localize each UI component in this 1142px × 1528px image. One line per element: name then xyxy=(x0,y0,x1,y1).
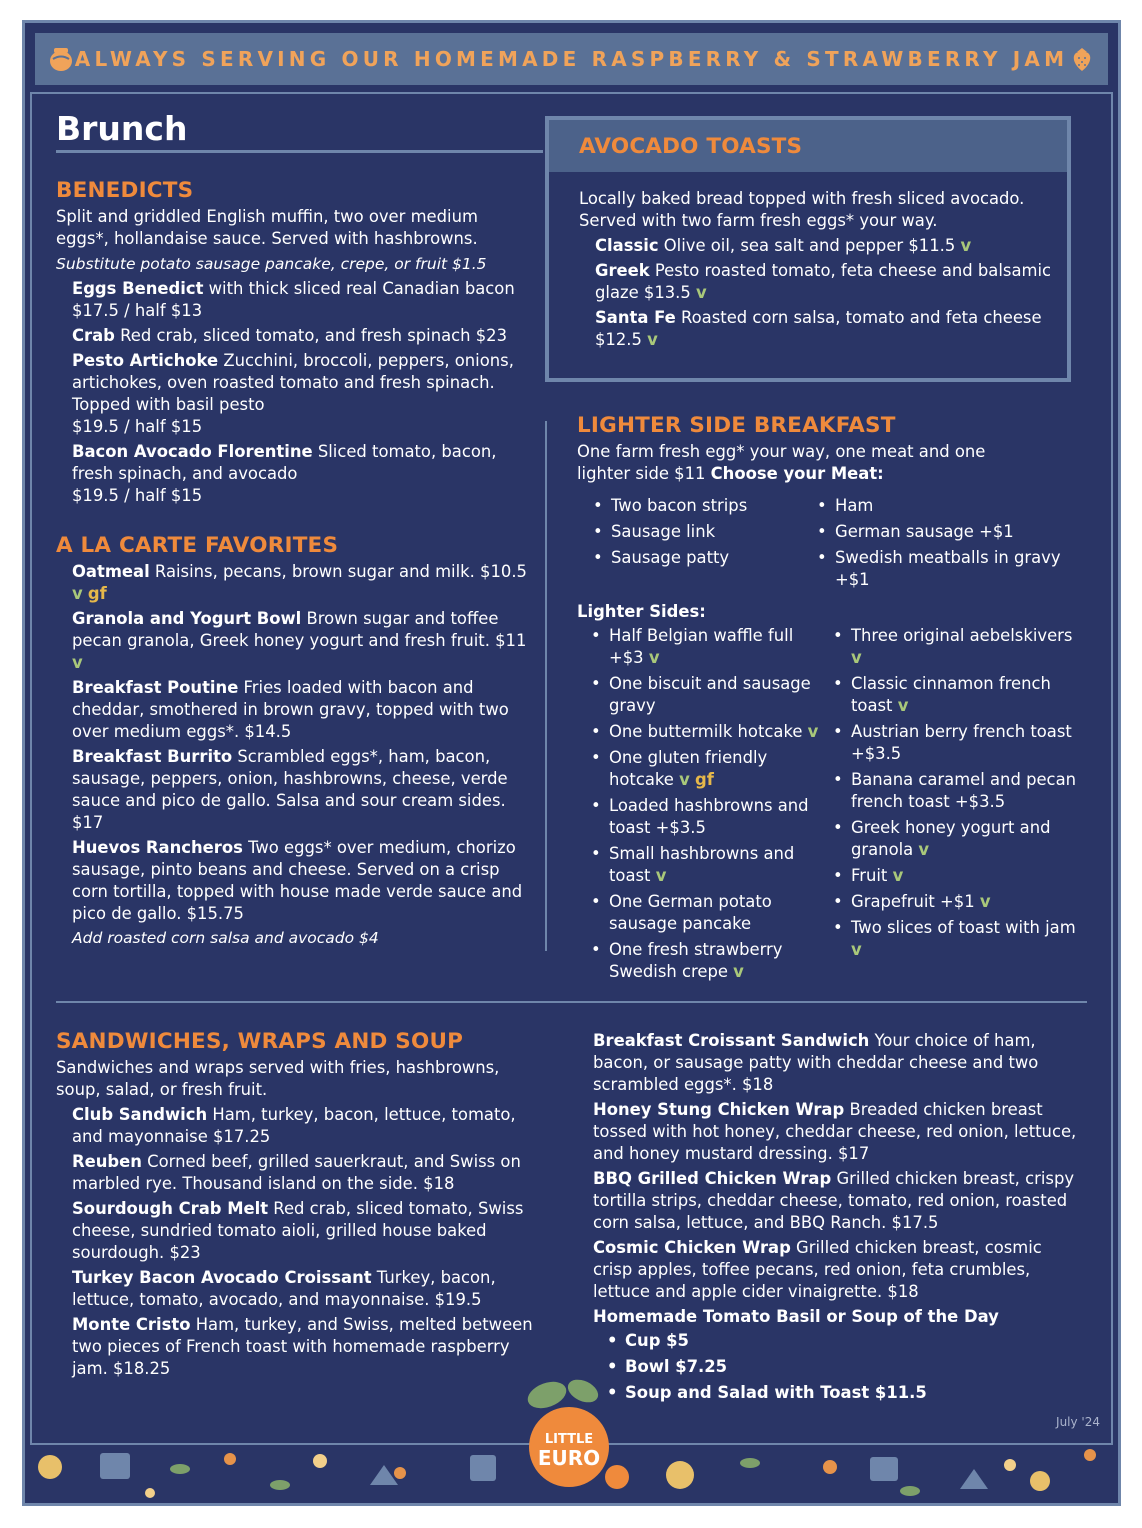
item-name: Sourdough Crab Melt xyxy=(72,1199,269,1218)
meat-option: • Ham xyxy=(817,495,1077,517)
side-text: Fruit xyxy=(851,866,893,885)
logo-line2: EURO xyxy=(537,1446,601,1470)
side-option xyxy=(833,769,1083,813)
benedict-item xyxy=(72,325,526,347)
side-option xyxy=(833,625,1083,669)
alacarte-item xyxy=(72,677,528,743)
sandwich-item xyxy=(72,1314,536,1380)
little-euro-logo xyxy=(505,1373,633,1491)
menu-date: July '24 xyxy=(1056,1415,1100,1429)
benedict-item xyxy=(72,441,526,507)
item-desc: Red crab, sliced tomato, and fresh spinach $23 xyxy=(114,326,508,345)
side-option xyxy=(591,843,833,887)
soup-list xyxy=(593,1330,1083,1404)
meat-option: • Sausage patty xyxy=(593,547,817,569)
column-divider xyxy=(545,421,547,951)
gluten-free-badge: gf xyxy=(695,770,714,789)
avocado-item xyxy=(595,235,1053,257)
vegetarian-badge: v xyxy=(733,962,744,981)
item-desc: Ham, turkey, bacon, lettuce, tomato, and mayonnaise $17.25 xyxy=(72,1105,516,1146)
item-desc: Raisins, pecans, brown sugar and milk. $10.5 xyxy=(149,562,527,581)
sandwich-item xyxy=(593,1030,1083,1096)
sandwiches-right-list xyxy=(593,1030,1083,1303)
soup-option: • Cup $5 xyxy=(607,1330,1083,1352)
item-name: Turkey Bacon Avocado Croissant xyxy=(72,1268,372,1287)
gluten-free-badge: gf xyxy=(87,584,107,603)
meats-right-list xyxy=(817,495,1077,595)
meat-option: • Two bacon strips xyxy=(593,495,817,517)
item-desc: Your choice of ham, bacon, or sausage patty with cheddar cheese and two scrambled eggs*. $18 xyxy=(593,1031,1039,1094)
side-option xyxy=(833,865,1083,887)
side-text: Austrian berry french toast +$3.5 xyxy=(851,722,1072,763)
meat-option: • German sausage +$1 xyxy=(817,521,1077,543)
side-text: One buttermilk hotcake xyxy=(609,722,808,741)
avocado-toasts-box xyxy=(545,116,1071,382)
sandwich-item xyxy=(72,1151,536,1195)
sandwiches-left-list xyxy=(56,1104,536,1380)
sandwiches-desc: Sandwiches and wraps served with fries, hashbrowns, soup, salad, or fresh fruit. xyxy=(56,1058,500,1099)
vegetarian-badge: v xyxy=(918,840,930,859)
item-name: Santa Fe xyxy=(595,308,676,327)
vegetarian-badge: v xyxy=(72,653,83,672)
side-option xyxy=(591,747,833,791)
item-name: Club Sandwich xyxy=(72,1105,208,1124)
vegetarian-badge: v xyxy=(979,892,991,911)
banner-text: ALWAYS SERVING OUR HOMEMADE RASPBERRY & STRAWBERRY JAM xyxy=(74,47,1069,71)
benedicts-section xyxy=(56,178,526,507)
avocado-desc: Locally baked bread topped with fresh sliced avocado. Served with two farm fresh eggs* your way. xyxy=(579,189,1025,230)
item-desc: Roasted corn salsa, tomato and feta cheese $12.5 xyxy=(595,308,1042,349)
vegetarian-badge: v xyxy=(655,866,667,885)
sandwich-item xyxy=(72,1198,536,1264)
vegetarian-badge: v xyxy=(679,770,690,789)
sandwiches-heading: SANDWICHES, WRAPS AND SOUP xyxy=(56,1029,464,1054)
item-name: Granola and Yogurt Bowl xyxy=(72,609,302,628)
meat-option: • Sausage link xyxy=(593,521,817,543)
item-desc: Pesto roasted tomato, feta cheese and balsamic glaze $13.5 xyxy=(595,261,1052,302)
item-desc: Ham, turkey, and Swiss, melted between two pieces of French toast with homemade raspberry jam. $18.25 xyxy=(72,1315,533,1378)
item-desc: Grilled chicken breast, crispy tortilla strips, cheddar cheese, tomato, red onion, roasted corn salsa, lettuce, and BBQ Ranch. $17.5 xyxy=(593,1169,1075,1232)
side-option xyxy=(591,673,833,717)
item-desc: Olive oil, sea salt and pepper $11.5 xyxy=(658,236,961,255)
avocado-item xyxy=(595,307,1053,351)
avocado-list xyxy=(579,235,1053,351)
sides-right-list xyxy=(833,625,1083,987)
vegetarian-badge: v xyxy=(647,330,658,349)
side-text: Loaded hashbrowns and toast +$3.5 xyxy=(609,796,809,837)
item-desc: Turkey, bacon, lettuce, tomato, avocado, and mayonnaise. $19.5 xyxy=(72,1268,496,1309)
side-text: One biscuit and sausage gravy xyxy=(609,674,811,715)
lighter-heading: LIGHTER SIDE BREAKFAST xyxy=(577,413,896,438)
side-option xyxy=(833,817,1083,861)
side-text: Two slices of toast with jam xyxy=(851,918,1076,937)
side-text: Small hashbrowns and toast xyxy=(609,844,795,885)
item-desc: Scrambled eggs*, ham, bacon, sausage, peppers, onion, hashbrowns, cheese, verde sauce and pico de gallo. Salsa and sour cream sides. $17 xyxy=(72,747,508,832)
side-option xyxy=(833,917,1083,961)
item-name: Breakfast Burrito xyxy=(72,747,233,766)
side-text: Grapefruit +$1 xyxy=(851,892,980,911)
item-price: $19.5 / half $15 xyxy=(72,417,203,436)
item-name: Breakfast Croissant Sandwich xyxy=(593,1031,870,1050)
item-desc: Breaded chicken breast tossed with hot honey, cheddar cheese, red onion, lettuce, and honey mustard dressing. $17 xyxy=(593,1100,1077,1163)
item-desc: Sliced tomato, bacon, fresh spinach, and avocado xyxy=(72,442,497,483)
logo-line1: LITTLE xyxy=(544,1432,594,1447)
sandwich-item xyxy=(593,1168,1083,1234)
side-option xyxy=(591,891,833,935)
benedict-item xyxy=(72,350,526,438)
jam-jar-icon xyxy=(49,46,73,72)
item-name: Pesto Artichoke xyxy=(72,351,219,370)
item-desc: Fries loaded with bacon and cheddar, smothered in brown gravy, topped with two over medium eggs*. $14.5 xyxy=(72,678,509,741)
strawberry-icon xyxy=(1070,46,1094,72)
side-text: Half Belgian waffle full +$3 xyxy=(609,626,794,667)
meats-left-list xyxy=(577,495,817,595)
side-text: Classic cinnamon french toast xyxy=(851,674,1051,715)
sides-left-list xyxy=(577,625,833,987)
sandwich-item xyxy=(593,1237,1083,1303)
side-text: One German potato sausage pancake xyxy=(609,892,772,933)
menu-page xyxy=(22,20,1121,1506)
soup-option: • Soup and Salad with Toast $11.5 xyxy=(607,1382,1083,1404)
avocado-header xyxy=(549,120,1067,172)
benedict-item xyxy=(72,278,526,322)
vegetarian-badge: v xyxy=(807,722,819,741)
alacarte-heading: A LA CARTE FAVORITES xyxy=(56,533,339,558)
item-name: Eggs Benedict xyxy=(72,279,204,298)
meat-option: • Swedish meatballs in gravy +$1 xyxy=(817,547,1077,591)
item-price: $17.5 / half $13 xyxy=(72,301,203,320)
item-desc: Grilled chicken breast, cosmic crisp apples, toffee pecans, red onion, feta crumbles, lettuce and apple cider vinaigrette. $18 xyxy=(593,1238,1042,1301)
vegetarian-badge: v xyxy=(648,648,660,667)
side-option xyxy=(591,721,833,743)
side-option xyxy=(591,795,833,839)
item-name: Breakfast Poutine xyxy=(72,678,239,697)
item-desc: Red crab, sliced tomato, Swiss cheese, sundried tomato aioli, grilled house baked sourdough. $23 xyxy=(72,1199,524,1262)
side-option xyxy=(833,891,1083,913)
page-title: Brunch xyxy=(56,109,188,148)
item-price: $19.5 / half $15 xyxy=(72,486,203,505)
jam-banner xyxy=(35,33,1108,85)
sandwich-item xyxy=(593,1099,1083,1165)
side-text: Greek honey yogurt and granola xyxy=(851,818,1051,859)
vegetarian-badge: v xyxy=(892,866,904,885)
item-name: Reuben xyxy=(72,1152,142,1171)
section-rule xyxy=(56,1001,1087,1003)
benedicts-heading: BENEDICTS xyxy=(56,178,194,203)
sandwich-item xyxy=(72,1267,536,1311)
vegetarian-badge: v xyxy=(960,236,972,255)
vegetarian-badge: v xyxy=(851,940,862,959)
alacarte-item xyxy=(72,561,528,605)
lighter-desc: One farm fresh egg* your way, one meat and one lighter side $11 Choose your Meat: xyxy=(577,442,986,483)
benedicts-desc: Split and griddled English muffin, two over medium eggs*, hollandaise sauce. Served with hashbrowns. xyxy=(56,207,478,248)
item-name: Greek xyxy=(595,261,650,280)
alacarte-item xyxy=(72,746,528,834)
item-desc: Brown sugar and toffee pecan granola, Greek honey yogurt and fresh fruit. $11 xyxy=(72,609,527,650)
lighter-sides-label: Lighter Sides: xyxy=(577,602,706,621)
alacarte-list xyxy=(56,561,528,925)
item-desc: Corned beef, grilled sauerkraut, and Swiss on marbled rye. Thousand island on the side. $18 xyxy=(72,1152,521,1193)
item-name: Bacon Avocado Florentine xyxy=(72,442,313,461)
soup-option: • Bowl $7.25 xyxy=(607,1356,1083,1378)
alacarte-note: Add roasted corn salsa and avocado $4 xyxy=(72,929,379,947)
alacarte-item xyxy=(72,608,528,674)
side-option xyxy=(833,721,1083,765)
item-name: Huevos Rancheros xyxy=(72,838,243,857)
side-option xyxy=(591,625,833,669)
benedicts-list xyxy=(56,278,526,507)
side-option xyxy=(833,673,1083,717)
avocado-heading: AVOCADO TOASTS xyxy=(579,133,803,159)
side-text: Banana caramel and pecan french toast +$3.5 xyxy=(851,770,1076,811)
item-name: Cosmic Chicken Wrap xyxy=(593,1238,791,1257)
item-name: Monte Cristo xyxy=(72,1315,191,1334)
item-desc: with thick sliced real Canadian bacon xyxy=(203,279,515,298)
item-name: Honey Stung Chicken Wrap xyxy=(593,1100,845,1119)
item-name: Classic xyxy=(595,236,659,255)
vegetarian-badge: v xyxy=(696,283,707,302)
title-rule xyxy=(56,150,543,153)
item-name: Oatmeal xyxy=(72,562,150,581)
side-text: One fresh strawberry Swedish crepe xyxy=(609,940,783,981)
lighter-section xyxy=(577,413,1097,987)
sandwich-item xyxy=(72,1104,536,1148)
item-desc: Two eggs* over medium, chorizo sausage, pinto beans and cheese. Served on a crisp corn tortilla, topped with house made verde sauce and pico de gallo. $15.75 xyxy=(72,838,523,923)
item-desc: Zucchini, broccoli, peppers, onions, artichokes, oven roasted tomato and fresh spinach. Topped with basil pesto xyxy=(72,351,514,414)
vegetarian-badge: v xyxy=(72,584,83,603)
side-option xyxy=(591,939,833,983)
side-text: Three original aebelskivers xyxy=(851,626,1073,645)
item-name: Crab xyxy=(72,326,115,345)
sandwiches-right-section xyxy=(593,1027,1083,1408)
alacarte-section xyxy=(56,533,528,949)
alacarte-item xyxy=(72,837,528,925)
benedicts-note: Substitute potato sausage pancake, crepe, or fruit $1.5 xyxy=(56,255,487,273)
soup-title: Homemade Tomato Basil or Soup of the Day xyxy=(593,1307,999,1326)
vegetarian-badge: v xyxy=(851,648,862,667)
item-name: BBQ Grilled Chicken Wrap xyxy=(593,1169,832,1188)
vegetarian-badge: v xyxy=(897,696,909,715)
side-text: One gluten friendly hotcake xyxy=(609,748,768,789)
avocado-item xyxy=(595,260,1053,304)
sandwiches-section xyxy=(56,1029,536,1380)
